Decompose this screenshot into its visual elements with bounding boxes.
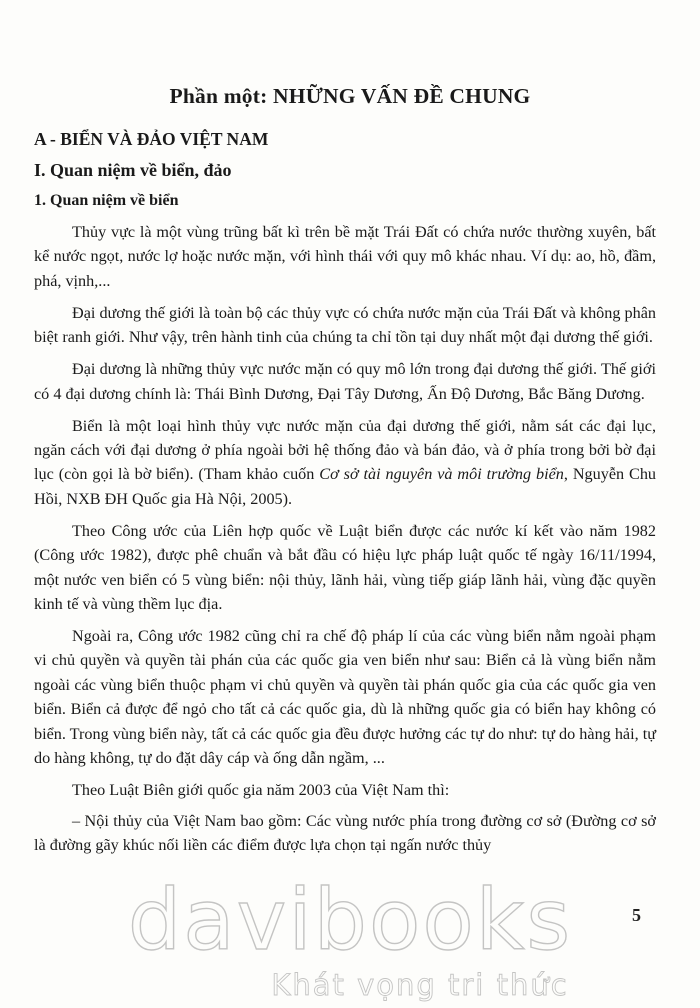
body-text — [34, 220, 656, 865]
book-title-reference: Cơ sở tài nguyên và môi trường biển — [319, 465, 564, 484]
paragraph-noi-thuy: – Nội thủy của Việt Nam bao gồm: Các vùng nước phía trong đường cơ sở (Đường cơ sở là đường gãy khúc nối liền các điểm được lựa chọn tại ngấn nước thủy — [34, 811, 656, 854]
paragraph-bien-part-1: Biển là một loại hình thủy vực nước mặn của đại dương thế giới, nằm sát các đại lục, ngăn cách với đại dương ở phía ngoài bởi hệ thống đảo và bán đảo, và ở phía trong bởi bờ đại lục (còn gọi là bờ biển). (Tham khảo cuốn — [34, 416, 656, 484]
paragraph-dai-duong: Đại dương là những thủy vực nước mặn có quy mô lớn trong đại dương thế giới. Thế giới có 4 đại dương chính là: Thái Bình Dương, Đại Tây Dương, Ấn Độ Dương, Bắc Băng Dương. — [34, 360, 656, 403]
paragraph-bien — [34, 414, 656, 512]
paragraph-luat-bien-gioi: Theo Luật Biên giới quốc gia năm 2003 của Việt Nam thì: — [72, 781, 450, 800]
paragraph-bien-ca: Ngoài ra, Công ước 1982 cũng chỉ ra chế độ pháp lí của các vùng biển nằm ngoài phạm vi chủ quyền và quyền tài phán của các quốc gia ven biển như sau: Biển cả là vùng biển nằm ngoài các vùng biển thuộc phạm vi chủ quyền và quyền tài phán quốc gia của các quốc gia ven biển. Biển cả được để ngỏ cho tất cả các quốc gia, dù là những quốc gia có biển hay không có biển. Trong vùng biển này, tất cả các quốc gia đều được hưởng các tự do như: tự do hàng hải, tự do hàng không, tự do đặt dây cáp và ống dẫn ngầm, ... — [34, 627, 656, 768]
section-a-heading: A - BIỂN VÀ ĐẢO VIỆT NAM — [34, 129, 269, 149]
watermark — [0, 871, 700, 1002]
watermark-brand: davibooks — [127, 871, 573, 969]
paragraph-thuy-vuc: Thủy vực là một vùng trũng bất kì trên bề mặt Trái Đất có chứa nước thường xuyên, bất kể nước ngọt, nước lợ hoặc nước mặn, với hình thái với quy mô khác nhau. Ví dụ: ao, hồ, đầm, phá, vịnh,... — [34, 223, 656, 290]
part-title: Phần một: NHỮNG VẤN ĐỀ CHUNG — [169, 84, 531, 108]
watermark-slogan: Khát vọng tri thức — [271, 968, 569, 1002]
paragraph-cong-uoc-1982: Theo Công ước của Liên hợp quốc về Luật biển được các nước kí kết vào năm 1982 (Công ước 1982), được phê chuẩn và bắt đầu có hiệu lực pháp luật quốc tế ngày 16/11/1994, một nước ven biển có 5 vùng biển: nội thủy, lãnh hải, vùng tiếp giáp lãnh hải, vùng đặc quyền kinh tế và vùng thềm lục địa. — [34, 521, 656, 614]
section-i-heading: I. Quan niệm về biển, đảo — [34, 160, 232, 180]
paragraph-bien-part-2: , Nguyễn Chu Hồi, NXB ĐH Quốc gia Hà Nội, 2005). — [34, 465, 657, 508]
page-number: 5 — [632, 905, 641, 925]
subsection-1-heading: 1. Quan niệm về biển — [34, 192, 179, 209]
paragraph-dai-duong-the-gioi: Đại dương thế giới là toàn bộ các thủy vực có chứa nước mặn của Trái Đất và không phân biệt ranh giới. Như vậy, trên hành tinh của chúng ta chỉ tồn tại duy nhất một đại dương thế giới. — [34, 303, 656, 347]
